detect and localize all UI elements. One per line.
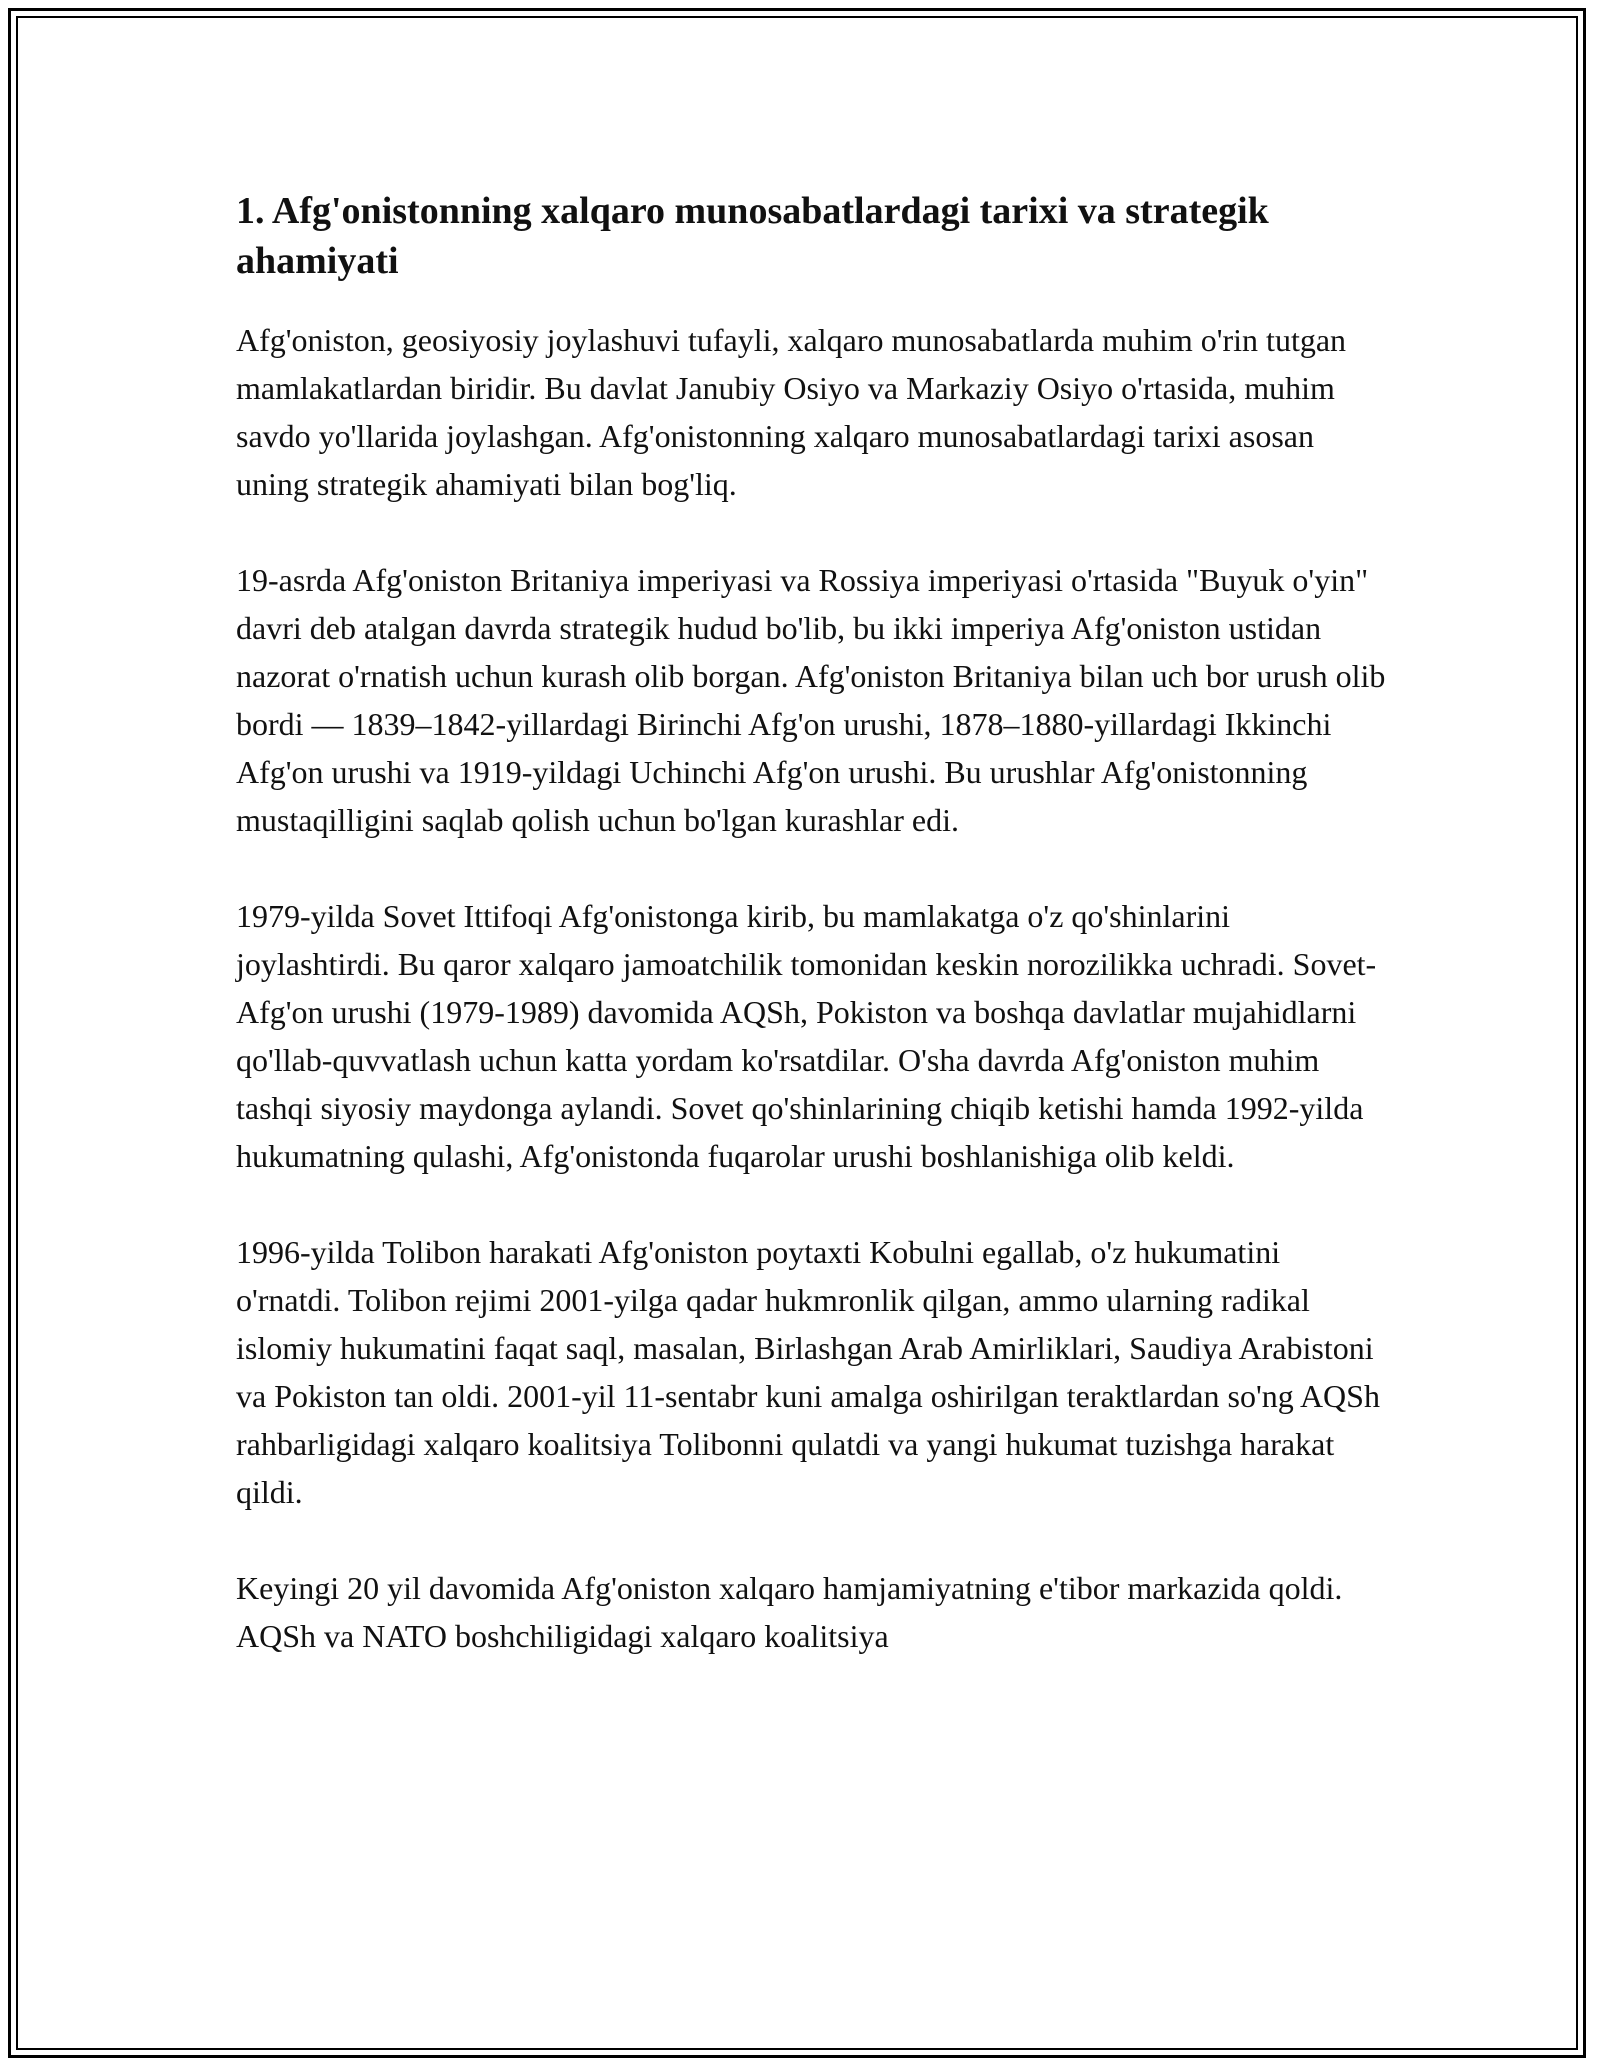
section-heading: 1. Afg'onistonning xalqaro munosabatlardagi tarixi va strategik ahamiyati bbox=[236, 190, 1269, 282]
paragraph-soviet-war: 1979-yilda Sovet Ittifoqi Afg'onistonga kirib, bu mamlakatga o'z qo'shinlarini joylashtirdi. Bu qaror xalqaro jamoatchilik tomonidan keskin norozilikka uchradi. Sovet-Afg'on urushi (1979-1989) davomida AQSh, Pokiston va boshqa davlatlar mujahidlarni qo'llab-quvvatlash uchun katta yordam ko'rsatdilar. O'sha davrda Afg'oniston muhim tashqi siyosiy maydonga aylandi. Sovet qo'shinlarining chiqib ketishi hamda 1992-yilda hukumatning qulashi, Afg'onistonda fuqarolar urushi boshlanishiga olib keldi. bbox=[236, 898, 1377, 1174]
document-body bbox=[236, 186, 1386, 1708]
paragraph-coalition: Keyingi 20 yil davomida Afg'oniston xalqaro hamjamiyatning e'tibor markazida qoldi. AQSh va NATO boshchiligidagi xalqaro koalitsiya bbox=[236, 1570, 1343, 1654]
paragraph-taliban: 1996-yilda Tolibon harakati Afg'oniston poytaxti Kobulni egallab, o'z hukumatini o'rnatdi. Tolibon rejimi 2001-yilga qadar hukmronlik qilgan, ammo ularning radikal islomiy hukumatini faqat saql, masalan, Birlashgan Arab Amirliklari, Saudiya Arabistoni va Pokiston tan oldi. 2001-yil 11-sentabr kuni amalga oshirilgan teraktlardan so'ng AQSh rahbarligidagi xalqaro koalitsiya Tolibonni qulatdi va yangi hukumat tuzishga harakat qildi. bbox=[236, 1234, 1380, 1510]
paragraph-great-game: 19-asrda Afg'oniston Britaniya imperiyasi va Rossiya imperiyasi o'rtasida "Buyuk o'yin" davri deb atalgan davrda strategik hudud bo'lib, bu ikki imperiya Afg'oniston ustidan nazorat o'rnatish uchun kurash olib borgan. Afg'oniston Britaniya bilan uch bor urush olib bordi — 1839–1842-yillardagi Birinchi Afg'on urushi, 1878–1880-yillardagi Ikkinchi Afg'on urushi va 1919-yildagi Uchinchi Afg'on urushi. Bu urushlar Afg'onistonning mustaqilligini saqlab qolish uchun bo'lgan kurashlar edi. bbox=[236, 562, 1386, 838]
paragraph-geopolitics: Afg'oniston, geosiyosiy joylashuvi tufayli, xalqaro munosabatlarda muhim o'rin tutgan mamlakatlardan biridir. Bu davlat Janubiy Osiyo va Markaziy Osiyo o'rtasida, muhim savdo yo'llarida joylashgan. Afg'onistonning xalqaro munosabatlardagi tarixi asosan uning strategik ahamiyati bilan bog'liq. bbox=[236, 322, 1347, 502]
